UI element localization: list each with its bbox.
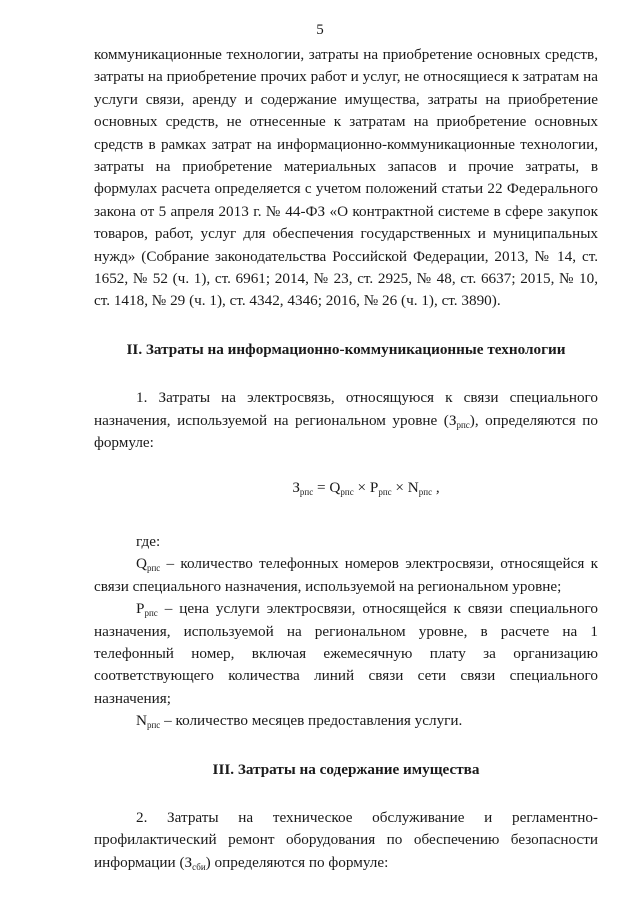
page-number: 5 — [316, 22, 324, 38]
document-body — [94, 44, 598, 874]
intro-paragraph: коммуникационные технологии, затраты на приобретение основных средств, затраты на приобретение прочих работ и услуг, не относящиеся к затратам на услуги связи, аренду и содержание имущества, затраты на приобретение основных средств, не отнесенные к затратам на приобретение основных средств в рамках затрат на информационно-коммуникационные технологии, затраты на приобретение материальных запасов и прочие затраты, в формулах расчета определяется с учетом положений статьи 22 Федерального закона от 5 апреля 2013 г. № 44-ФЗ «О контрактной системе в сфере закупок товаров, работ, услуг для обеспечения государственных и муниципальных нужд» (Собрание законодательства Российской Федерации, 2013, № 14, ст. 1652, № 52 (ч. 1), ст. 6961; 2014, № 23, ст. 2925, № 48, ст. 6637; 2015, № 10, ст. 1418, № 29 (ч. 1), ст. 4342, 4346; 2016, № 26 (ч. 1), ст. 3890). — [94, 46, 598, 310]
section-2-heading: II. Затраты на информационно-коммуникационные технологии — [126, 340, 566, 358]
definition-p: $P_{рпс}$ – цена услуги электросвязи, относящейся к связи специального назначения, используемой на региональном уровне, в расчете на 1 телефонный номер, включая ежемесячную плату за организацию соответствующего количества линий связи сети связи специального назначения; — [94, 600, 598, 707]
where-label: где: — [136, 532, 161, 550]
section-3-heading: III. Затраты на содержание имущества — [212, 760, 480, 778]
definition-q: $Q_{рпс}$ – количество телефонных номеров электросвязи, относящейся к связи специального назначения, используемой на региональном уровне; — [94, 555, 598, 595]
definition-n: $N_{рпс}$ – количество месяцев предоставления услуги. — [136, 712, 463, 731]
item-1-paragraph: 1. Затраты на электросвязь, относящуюся к связи специального назначения, используемой на региональном уровне $(З_{рпс})$, определяются по формуле: — [94, 389, 598, 452]
item-2-paragraph: 2. Затраты на техническое обслуживание и регламентно-профилактический ремонт оборудования по обеспечению безопасности информации $(З_{сби})$ определяются по формуле: — [94, 808, 598, 872]
formula-z-rps: $З_{рпс} = Q_{рпс} \times P_{рпс} \times N_{рпс}$ , — [292, 478, 440, 497]
